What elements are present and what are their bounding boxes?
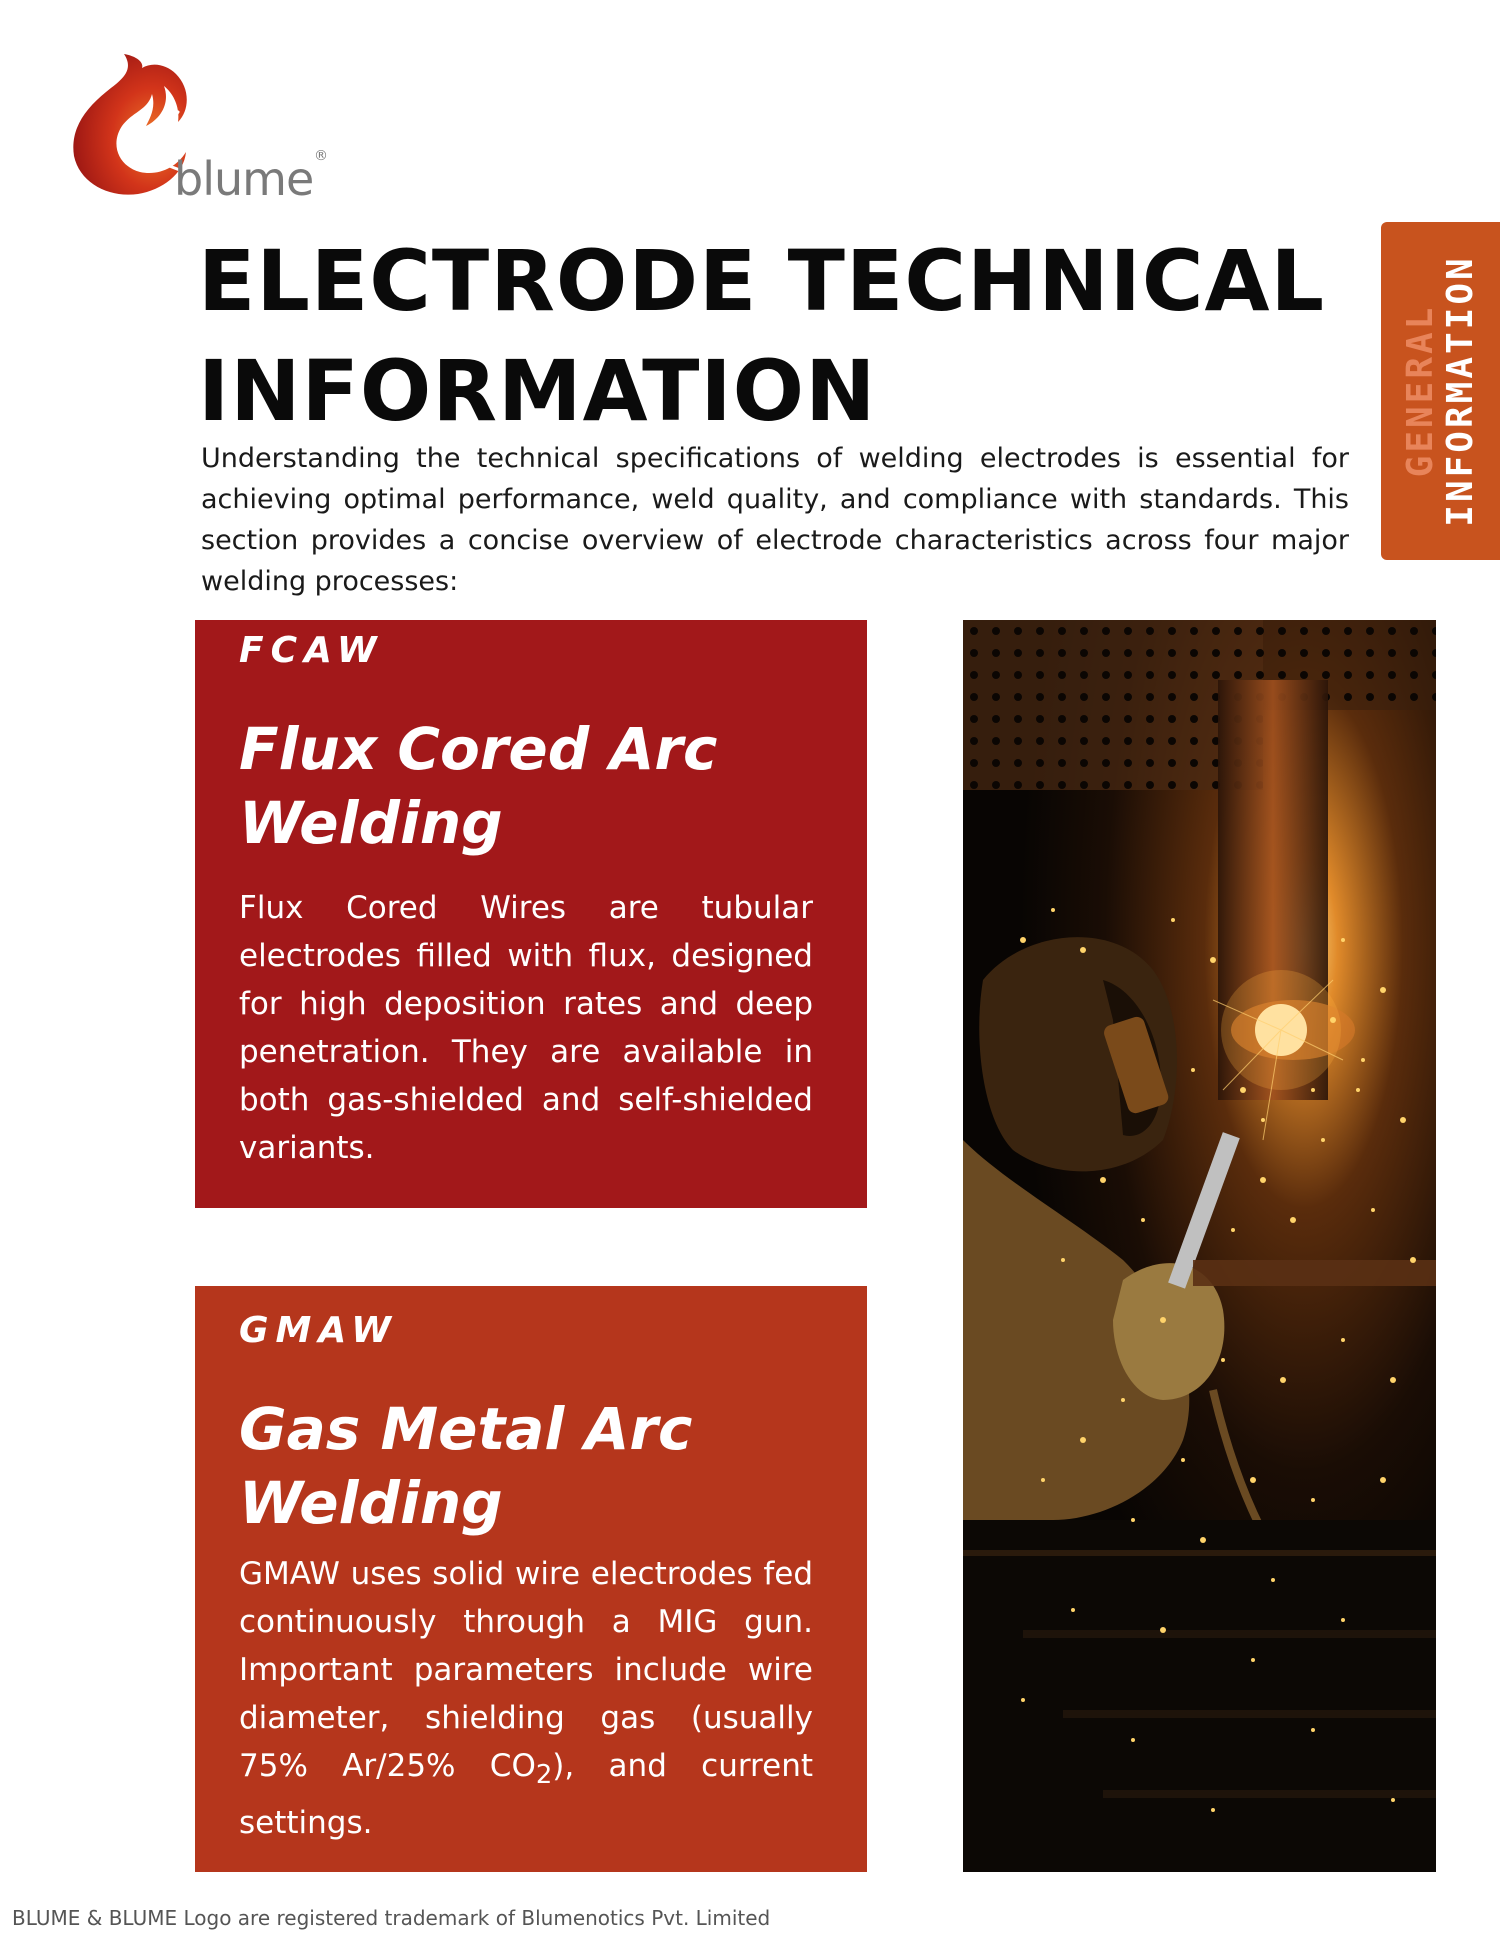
- logo-wordmark: blume: [174, 152, 314, 206]
- section-tab-line2: INFORMATION: [1439, 255, 1481, 527]
- section-tab: [1381, 222, 1500, 560]
- fcaw-title: Flux Cored Arc Welding: [239, 715, 718, 857]
- registered-mark: ®: [314, 148, 328, 164]
- gmaw-abbreviation: GMAW: [239, 1310, 398, 1351]
- gmaw-title: Gas Metal Arc Welding: [239, 1395, 693, 1537]
- welder-photo: [963, 620, 1436, 1872]
- page-title: [198, 226, 1358, 446]
- section-tab-line1: GENERAL: [1399, 304, 1441, 478]
- intro-paragraph: Understanding the technical specifications of welding electrodes is essential for achieving optimal performance, weld quality, and compliance with standards. This section provides a concise overview of electrode characteristics across four major welding processes:: [201, 443, 1349, 597]
- gmaw-description: [239, 1550, 813, 1847]
- gmaw-card: [195, 1286, 867, 1872]
- trademark-footer: BLUME & BLUME Logo are registered trademark of Blumenotics Pvt. Limited: [12, 1906, 771, 1930]
- page-title-line2: INFORMATION: [198, 342, 877, 440]
- fcaw-abbreviation: FCAW: [239, 630, 384, 671]
- gmaw-description-end: ), and current settings.: [239, 1748, 813, 1842]
- fcaw-description: Flux Cored Wires are tubular electrodes filled with flux, designed for high deposition rates and deep penetration. They are available in both gas-shielded and self-shielded variants.: [239, 890, 813, 1166]
- gmaw-description-text: GMAW uses solid wire electrodes fed continuously through a MIG gun. Important parameters include wire diameter, shielding gas (usually 75% Ar/25% CO: [239, 1556, 813, 1784]
- welder-illustration: [963, 620, 1436, 1872]
- gmaw-description-subscript: 2: [535, 1760, 553, 1791]
- page-title-line1: ELECTRODE TECHNICAL: [198, 232, 1326, 330]
- blume-logo: [66, 52, 336, 206]
- fcaw-card: [195, 620, 867, 1208]
